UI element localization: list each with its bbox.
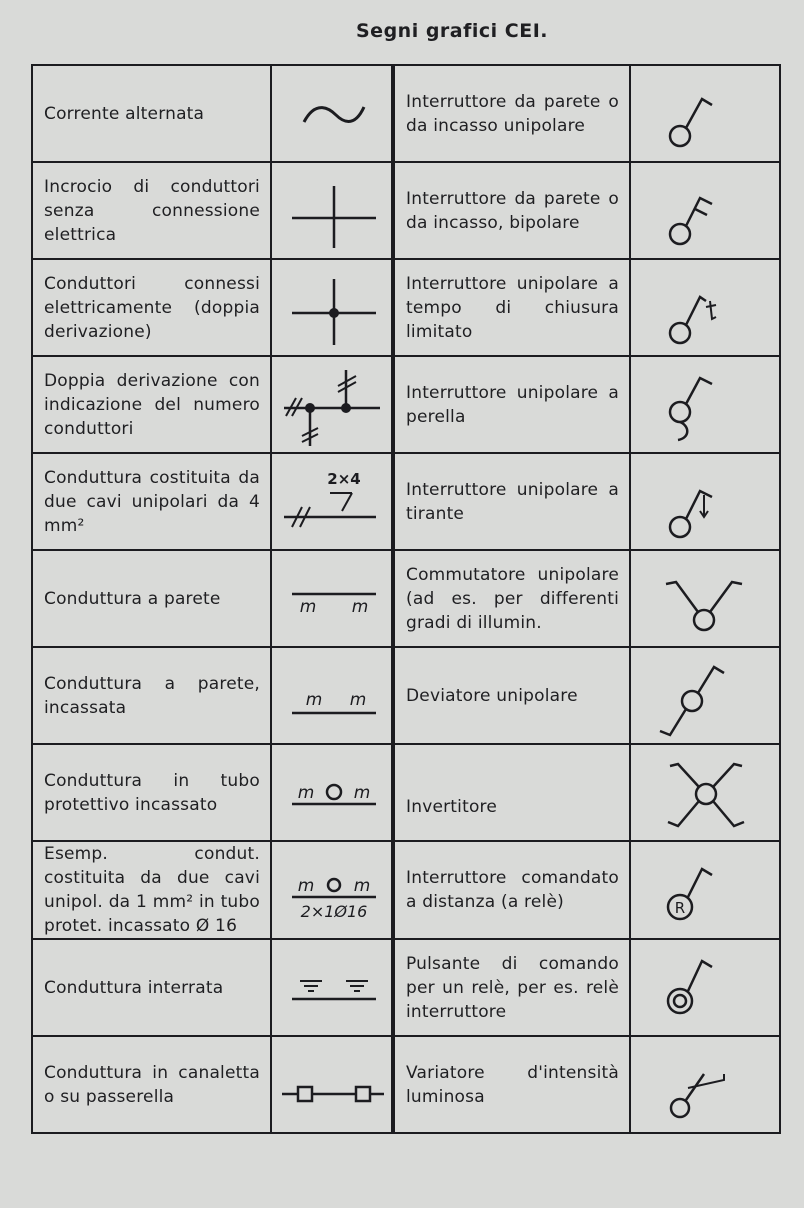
symbol-cell <box>271 162 393 259</box>
symbol-cell <box>630 65 780 162</box>
protective-tube-label-1: m <box>297 782 315 803</box>
table-row <box>32 744 780 841</box>
description-text: Conduttura interrata <box>44 977 224 998</box>
example-conduit-spec: 2×1Ø16 <box>300 902 368 921</box>
description-text: Pulsante di comando per un relè, per es. relè interruttore <box>406 953 619 1022</box>
description-cell <box>393 647 630 744</box>
table-row <box>32 841 780 939</box>
pull-switch-symbol-icon <box>632 457 778 547</box>
description-text: Deviatore unipolare <box>406 685 578 706</box>
description-text: Conduttura costituita da due cavi unipolari da 4 mm² <box>44 467 260 536</box>
description-cell <box>393 744 630 841</box>
description-cell <box>393 1036 630 1133</box>
symbol-cell <box>630 259 780 356</box>
description-text: Incrocio di conduttori senza connessione elettrica <box>44 176 260 245</box>
description-cell <box>32 841 271 939</box>
description-text: Conduttori connessi elettricamente (doppia derivazione) <box>44 273 260 342</box>
description-text: Conduttura a parete, incassata <box>44 673 260 718</box>
table-row <box>32 65 780 162</box>
recessed-conduit-label-1: m <box>305 689 323 710</box>
page-title: Segni grafici CEI. <box>356 20 548 42</box>
description-cell <box>32 162 271 259</box>
symbol-cell <box>630 356 780 453</box>
symbol-cell <box>271 1036 393 1133</box>
description-cell <box>393 841 630 939</box>
two-cable-conduit-symbol-icon <box>272 457 392 547</box>
description-text: Interruttore comandato a distanza (a relè) <box>406 868 619 912</box>
description-text: Interruttore da parete o da incasso, bipolare <box>406 188 619 233</box>
description-text: Commutatore unipolare (ad es. per differenti gradi di illumin. <box>406 564 619 633</box>
symbol-cell <box>630 453 780 550</box>
wall-conduit-label-1: m <box>299 596 317 617</box>
description-text: Invertitore <box>406 796 498 817</box>
description-cell <box>32 550 271 647</box>
pear-switch-symbol-icon <box>632 360 778 450</box>
alternating-current-symbol-icon <box>272 69 392 159</box>
dimmer-symbol-icon <box>632 1040 778 1130</box>
example-conduit-symbol-icon <box>272 845 392 935</box>
table-row <box>32 550 780 647</box>
symbol-cell <box>271 259 393 356</box>
two-way-switch-symbol-icon <box>632 651 778 741</box>
symbol-cell <box>271 744 393 841</box>
intermediate-switch-symbol-icon <box>632 748 778 838</box>
relay-switch-symbol-icon <box>632 845 778 935</box>
description-cell <box>393 259 630 356</box>
description-cell <box>32 744 271 841</box>
double-branch-with-count-symbol-icon <box>272 360 392 450</box>
wall-conduit-symbol-icon <box>272 554 392 644</box>
description-text: Conduttura in canaletta o su passerella <box>44 1062 260 1107</box>
symbols-table <box>31 64 781 1134</box>
symbol-cell <box>271 65 393 162</box>
wall-conduit-label-2: m <box>351 596 369 617</box>
symbol-cell <box>630 162 780 259</box>
description-cell <box>32 647 271 744</box>
symbol-cell <box>630 841 780 939</box>
timed-switch-symbol-icon <box>632 263 778 353</box>
protective-tube-conduit-symbol-icon <box>272 748 392 838</box>
description-cell <box>393 939 630 1036</box>
table-row <box>32 162 780 259</box>
example-conduit-label-2: m <box>353 876 371 896</box>
example-conduit-label-1: m <box>297 876 315 896</box>
symbol-cell <box>630 1036 780 1133</box>
commutator-switch-symbol-icon <box>632 554 778 644</box>
underground-conduit-symbol-icon <box>272 943 392 1033</box>
symbol-cell <box>271 841 393 939</box>
description-text: Interruttore da parete o da incasso unipolare <box>406 91 619 136</box>
description-cell <box>393 65 630 162</box>
description-cell <box>32 1036 271 1133</box>
description-text: Interruttore unipolare a tirante <box>406 479 619 524</box>
description-text: Conduttura in tubo protettivo incassato <box>44 770 260 815</box>
description-text: Doppia derivazione con indicazione del numero conduttori <box>44 370 260 439</box>
description-cell <box>32 65 271 162</box>
description-cell <box>32 259 271 356</box>
symbol-cell <box>630 939 780 1036</box>
symbol-cell <box>630 550 780 647</box>
table-row <box>32 259 780 356</box>
symbol-cell <box>271 647 393 744</box>
recessed-wall-conduit-symbol-icon <box>272 651 392 741</box>
description-cell <box>32 939 271 1036</box>
table-row <box>32 453 780 550</box>
table-row <box>32 939 780 1036</box>
description-cell <box>393 550 630 647</box>
push-button-relay-symbol-icon <box>632 943 778 1033</box>
description-text: Interruttore unipolare a tempo di chiusura limitato <box>406 273 619 342</box>
crossing-without-connection-symbol-icon <box>272 166 392 256</box>
description-cell <box>393 162 630 259</box>
description-text: Variatore d'intensità luminosa <box>406 1062 619 1107</box>
single-pole-wall-switch-symbol-icon <box>632 69 778 159</box>
cable-tray-conduit-symbol-icon <box>272 1040 392 1130</box>
symbol-cell <box>271 939 393 1036</box>
table-row <box>32 356 780 453</box>
description-text: Interruttore unipolare a perella <box>406 382 619 427</box>
recessed-conduit-label-2: m <box>349 689 367 710</box>
description-cell <box>32 453 271 550</box>
connected-conductors-symbol-icon <box>272 263 392 353</box>
two-pole-wall-switch-symbol-icon <box>632 166 778 256</box>
table-row <box>32 647 780 744</box>
symbol-cell <box>271 356 393 453</box>
two-cable-conduit-label: 2×4 <box>327 469 361 488</box>
table-row <box>32 1036 780 1133</box>
symbol-cell <box>630 744 780 841</box>
symbol-cell <box>271 550 393 647</box>
description-text: Corrente alternata <box>44 103 205 124</box>
description-text: Esemp. condut. costituita da due cavi unipol. da 1 mm² in tubo protet. incassato Ø 16 <box>44 844 260 936</box>
description-cell <box>393 356 630 453</box>
description-text: Conduttura a parete <box>44 588 221 609</box>
symbol-cell <box>271 453 393 550</box>
relay-label: R <box>674 899 686 917</box>
description-cell <box>32 356 271 453</box>
protective-tube-label-2: m <box>353 782 371 803</box>
description-cell <box>393 453 630 550</box>
symbol-cell <box>630 647 780 744</box>
